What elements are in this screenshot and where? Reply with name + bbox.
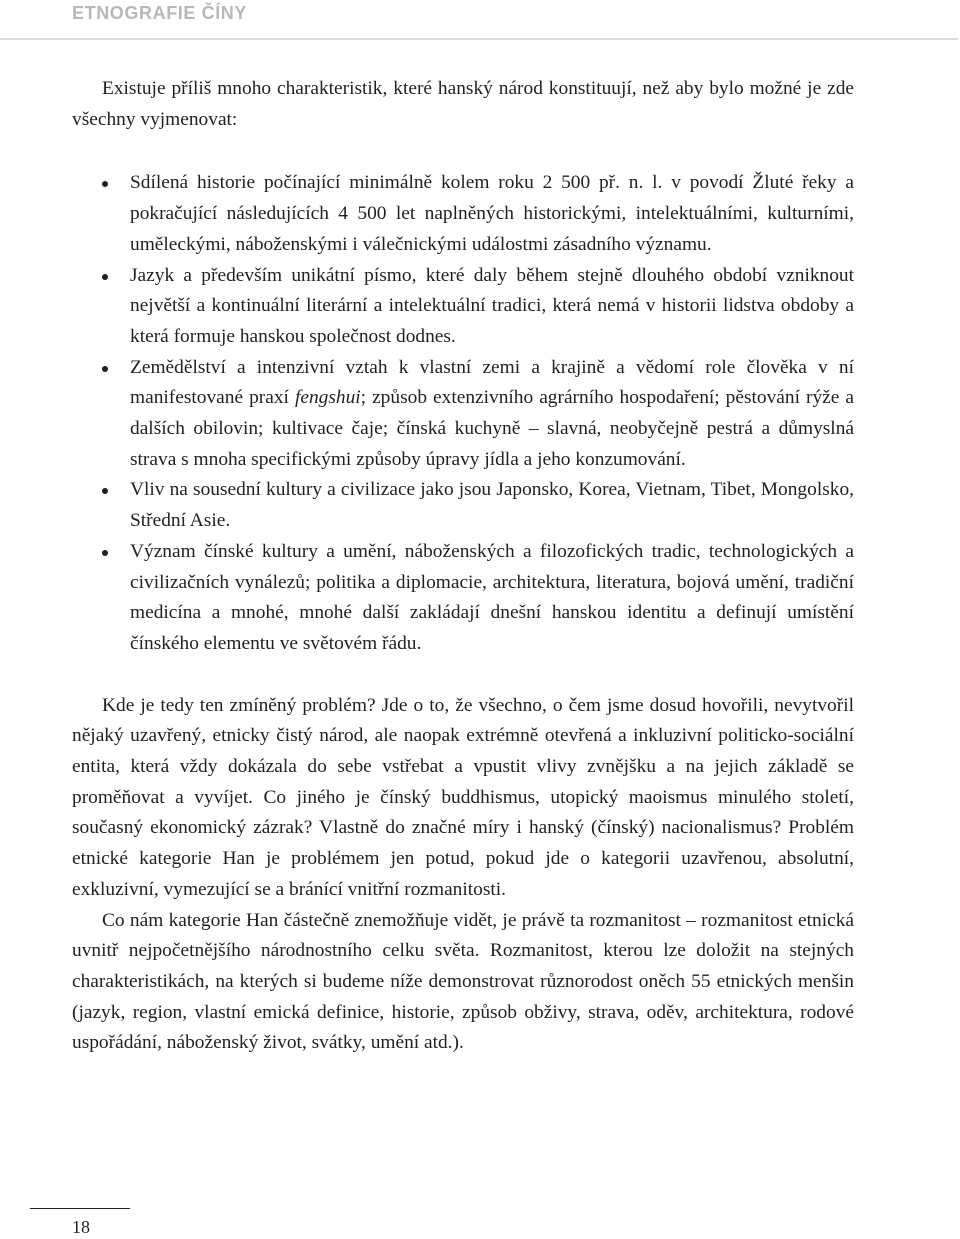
bullet-icon bbox=[102, 550, 108, 556]
list-item-text: Jazyk a především unikátní písmo, které daly během stejně dlouhého období vzniknout největší a kontinuální literární a intelektuální tradici, která nemá v historii lidstva obdoby a která formuje hanskou společnost dodnes. bbox=[130, 264, 854, 347]
list-item bbox=[72, 353, 854, 476]
list-item-text: Sdílená historie počínající minimálně kolem roku 2 500 př. n. l. v povodí Žluté řeky a pokračující následujících 4 500 let naplněných historickými, intelektuálními, kulturními, uměleckými, náboženskými i válečnickými událostmi zásadního významu. bbox=[130, 172, 854, 255]
list-item-text-after: ; způsob extenzivního agrárního hospodaření; pěstování rýže a dalších obilovin; kultivace čaje; čínská kuchyně – slavná, neobyčejně pestrá a důmyslná strava s mnoha specifickými způsoby úpravy jídla a jeho konzumování. bbox=[130, 387, 855, 470]
intro-paragraph: Existuje příliš mnoho charakteristik, které hanský národ konstituují, než aby bylo možné je zde všechny vyjmenovat: bbox=[72, 78, 854, 130]
body-paragraph-2: Co nám kategorie Han částečně znemožňuje vidět, je právě ta rozmanitost – rozmanitost etnická uvnitř nejpočetnějšího národnostního celku světa. Rozmanitost, kterou lze doložit na stejných charakteristikách, na kterých si budeme níže demonstrovat různorodost oněch 55 etnických menšin (jazyk, region, vlastní emická definice, historie, způsob obživy, strava, oděv, architektura, rodové uspořádání, náboženský život, svátky, umění atd.). bbox=[72, 909, 854, 1054]
list-item bbox=[72, 475, 854, 536]
running-header: ETNOGRAFIE ČÍNY bbox=[72, 3, 248, 23]
list-item-italic-term: fengshui bbox=[294, 387, 361, 409]
footer-divider bbox=[30, 1208, 130, 1209]
list-item-text-before: Zemědělství a intenzivní vztah k vlastní zemi a krajině a vědomí role člověka v ní manifestované praxí bbox=[130, 356, 854, 409]
bullet-icon bbox=[102, 274, 108, 280]
page-body bbox=[72, 74, 854, 1059]
list-item bbox=[72, 168, 854, 260]
list-item bbox=[72, 261, 854, 353]
characteristics-list bbox=[72, 168, 854, 659]
bullet-icon bbox=[102, 488, 108, 494]
header-divider bbox=[0, 38, 958, 40]
body-paragraph-1: Kde je tedy ten zmíněný problém? Jde o to, že všechno, o čem jsme dosud hovořili, nevytvořil nějaký uzavřený, etnicky čistý národ, ale naopak extrémně otevřená a inkluzivní politicko-sociální entita, která vždy dokázala do sebe vstřebat a vpustit vlivy zvnějšku a na jejich základě se proměňovat a vyvíjet. Co jiného je čínský buddhismus, utopický maoismus minulého století, současný ekonomický zázrak? Vlastně do značné míry i hanský (čínský) nacionalismus? Problém etnické kategorie Han je problémem jen potud, pokud jde o kategorii uzavřenou, absolutní, exkluzivní, vymezující se a bránící vnitřní rozmanitosti. bbox=[72, 694, 854, 900]
bullet-icon bbox=[102, 366, 108, 372]
list-item-text: Význam čínské kultury a umění, náboženských a filozofických tradic, technologických a civilizačních vynálezů; politika a diplomacie, architektura, literatura, bojová umění, tradiční medicína a mnohé, mnohé další zakládají dnešní hanskou identitu a definují umístění čínského elementu ve světovém řádu. bbox=[130, 540, 854, 654]
section-spacer bbox=[72, 660, 854, 691]
list-item-text: Vliv na sousední kultury a civilizace jako jsou Japonsko, Korea, Vietnam, Tibet, Mongolsko, Střední Asie. bbox=[130, 479, 854, 532]
bullet-icon bbox=[102, 181, 108, 187]
list-item bbox=[72, 537, 854, 660]
page-number: 18 bbox=[72, 1217, 90, 1237]
